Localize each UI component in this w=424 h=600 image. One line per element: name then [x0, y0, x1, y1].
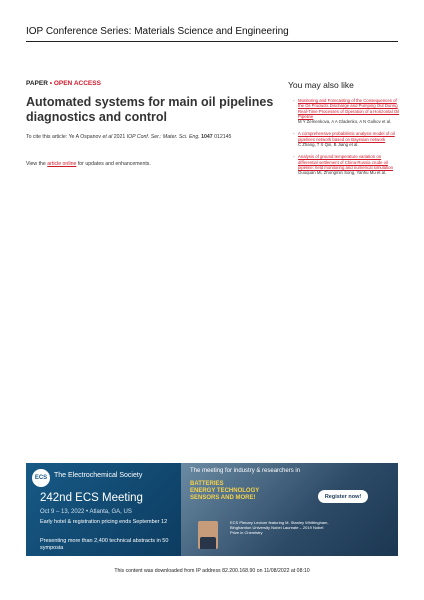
paper-type-label: PAPER — [26, 80, 48, 87]
ecs-logo-icon: ECS — [32, 469, 50, 487]
register-now-button[interactable]: Register now! — [318, 490, 368, 503]
cite-prefix: To cite this article: Ye A Ospanov — [26, 134, 101, 140]
related-item — [288, 98, 400, 124]
journal-title: IOP Conference Series: Materials Science and Engineering — [26, 26, 289, 37]
paper-tag — [26, 80, 276, 87]
related-sidebar — [288, 80, 400, 183]
related-item-authors: C Zhang, T X Qin, B Jiang et al. — [298, 142, 359, 148]
related-item-authors: Guoquan Mi, Zhongmin Song, Yanhu Mu et al. — [298, 170, 387, 176]
speaker-photo — [198, 521, 218, 549]
citation — [26, 134, 276, 140]
ecs-ad-banner[interactable] — [26, 463, 398, 556]
view-online-line — [26, 161, 276, 167]
related-item-title-link[interactable]: Monitoring and Forecasting of the Consequences of the Oil Products Discharge and Pumping Out During Real-Time Processes of Operation of a Horizontal Oil Pipeline — [298, 98, 400, 119]
cite-year: 2021 — [113, 134, 126, 140]
banner-left-panel — [26, 463, 181, 556]
main-content — [26, 80, 276, 167]
meeting-title: 242nd ECS Meeting — [40, 492, 143, 504]
cite-volume: 1047 — [201, 134, 213, 140]
article-title: Automated systems for main oil pipelines diagnostics and control — [26, 95, 274, 124]
download-notice: This content was downloaded from IP address 82.200.168.90 on 11/08/2022 at 08:10 — [114, 568, 310, 574]
meeting-dates: Oct 9 – 13, 2022 • Atlanta, GA, US — [40, 509, 132, 515]
abstracts-notice: Presenting more than 2,400 technical abstracts in 50 symposia — [40, 538, 169, 551]
topic-item: ENERGY TECHNOLOGY — [190, 488, 260, 494]
header-divider — [26, 41, 398, 42]
open-access-label: OPEN ACCESS — [53, 80, 101, 87]
related-item-authors: M Y Zemenkova, A A Gladenko, A N Gulkov et al. — [298, 119, 392, 125]
sidebar-title: You may also like — [288, 80, 354, 90]
bullet-icon: - — [293, 154, 295, 160]
society-name: The Electrochemical Society — [54, 472, 143, 479]
related-item — [288, 154, 400, 175]
cite-number: 012145 — [214, 134, 232, 140]
registration-notice: Early hotel & registration pricing ends September 12 — [40, 519, 168, 525]
related-list — [288, 98, 400, 176]
banner-tagline: The meeting for industry & researchers in — [190, 468, 301, 474]
topic-item: SENSORS AND MORE! — [190, 495, 256, 501]
cite-etal: et al — [102, 134, 113, 140]
related-item-title-link[interactable]: A comprehensive probabilistic analysis model of oil pipelines network based on Bayesian network — [298, 131, 395, 142]
article-online-link[interactable]: article online — [47, 161, 77, 167]
bullet-icon: - — [293, 98, 295, 103]
plenary-lecture-text: ECS Plenary Lecture featuring M. Stanley Whittingham, Binghamton University Nobel Laureate – 2019 Nobel Prize in Chemistry — [230, 520, 329, 535]
view-prefix: View the — [26, 161, 46, 167]
related-item — [288, 131, 400, 147]
bullet-icon: - — [293, 131, 295, 137]
view-suffix: for updates and enhancements. — [77, 161, 151, 167]
related-item-title-link[interactable]: Analysis of ground temperature variation on differential settlement of China-Russia crude oil pipeline: field monitoring and numerical simulation — [298, 154, 394, 170]
topic-item: BATTERIES — [190, 481, 224, 487]
cite-journal: IOP Conf. Ser.: Mater. Sci. Eng. — [126, 134, 200, 140]
banner-topics — [190, 481, 310, 502]
tag-separator: • — [49, 80, 53, 87]
